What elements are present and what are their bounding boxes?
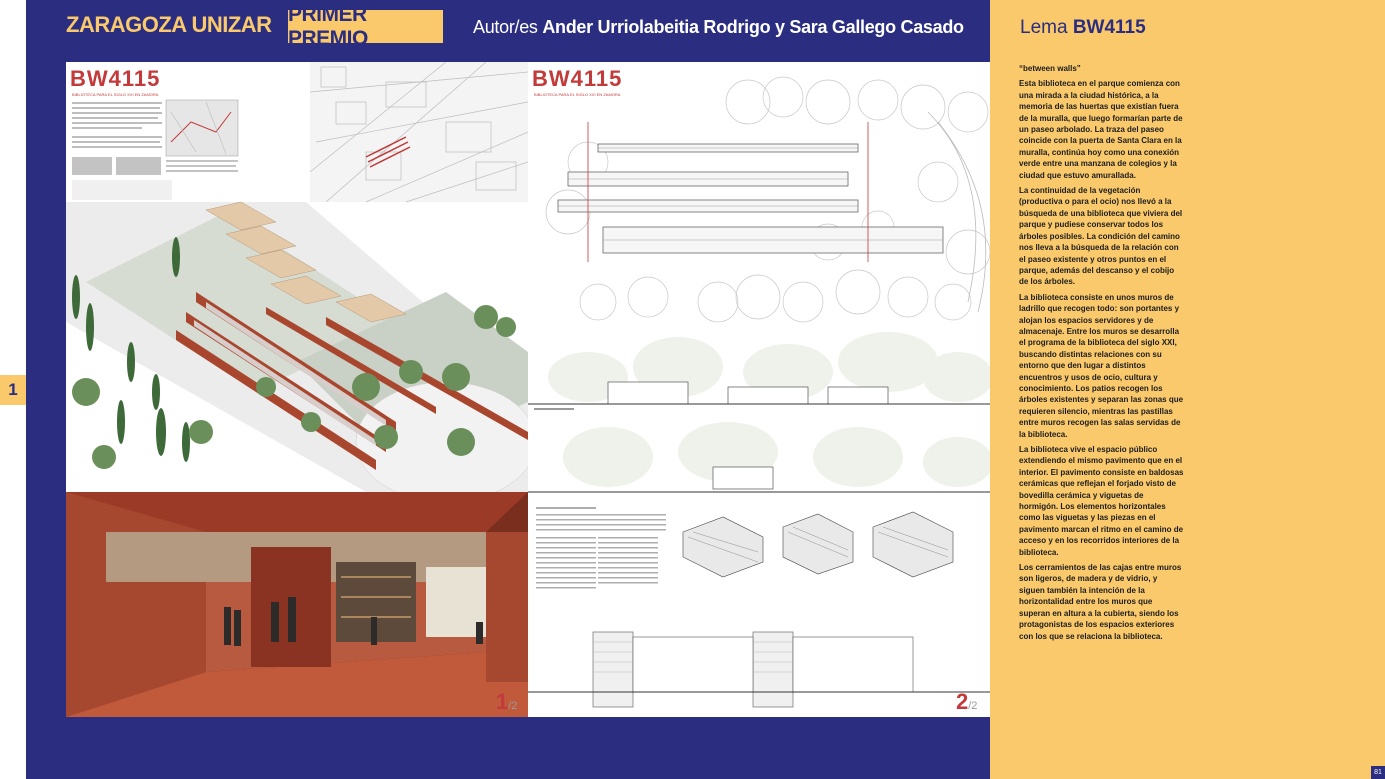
board-1 — [66, 62, 528, 717]
board-2-page: 2 — [956, 689, 969, 714]
lema-heading — [1020, 17, 1146, 39]
university-title: ZARAGOZA UNIZAR — [66, 12, 272, 37]
board-1-total: /2 — [508, 700, 518, 712]
authors-names: Ander Urriolabeitia Rodrigo y Sara Gallego Casado — [542, 17, 964, 37]
board-1-page: 1 — [496, 689, 509, 714]
page-number: 81 — [1371, 766, 1385, 779]
board-1-number — [496, 689, 517, 715]
description-paragraph: La biblioteca vive el espacio público extendiendo el mismo pavimento que en el interior. El pavimento consiste en baldosas cerámicas que reflejan el forjado visto de bovedilla cerámica y viguetas de hormigón. Los elementos horizontales como las viguetas y las piezas en el pavimento marcan el ritmo en el camino de acceso y en los recorridos interiores de la biblioteca. — [1019, 445, 1184, 557]
board-2-drawing — [528, 62, 990, 717]
description-paragraph: Los cerramientos de las cajas entre muros son ligeros, de madera y de vidrio, y siguen también la intención de la horizontalidad entre los muros que superan en altura a la cubierta, siendo los protagonistas de los espacios exteriores con los que se relaciona la biblioteca. — [1019, 563, 1182, 641]
board-2-total: /2 — [968, 700, 978, 712]
board-2 — [528, 62, 990, 717]
description-subtitle: “between walls” — [1019, 64, 1081, 73]
award-badge: PRIMER PREMIO — [288, 10, 443, 43]
lema-value: BW4115 — [1072, 17, 1146, 38]
description-paragraph: Esta biblioteca en el parque comienza con una mirada a la ciudad histórica, a la memoria de las huertas que existían fuera de la muralla, que luego formarían parte de un paseo arbolado. La traza del paseo coincide con la puerta de Santa Clara en la muralla, continúa hoy como una conexión verde entre una manzana de colegios y la ciudad que estuvo amurallada. — [1019, 79, 1183, 180]
chapter-tab: 1 — [0, 375, 26, 405]
board-1-drawing — [66, 62, 528, 717]
project-description — [1019, 63, 1184, 646]
board-2-number — [956, 689, 977, 715]
board-2-subtitle: BIBLIOTECA PARA EL SIGLO XXI EN ZAMORA — [534, 92, 621, 97]
description-paragraph: La continuidad de la vegetación (productiva o para el ocio) nos llevó a la búsqueda de una biblioteca que viviera del parque y pudiese conservar todos los árboles posibles. La condición del camino nos lleva a la búsqueda de la relación con el paseo existente y otros puntos en el parque, además del descanso y el cobijo de los árboles. — [1019, 186, 1183, 287]
description-paragraph: La biblioteca consiste en unos muros de ladrillo que recogen todo: son portantes y alojan los espacios servidores y de almacenaje. Entre los muros se desarrolla el programa de la biblioteca del siglo XXI, buscando distintas relaciones con su entorno que den lugar a distintos encuentros y usos de ocio, cultura y conocimiento. Los patios recogen los árboles existentes y separan las zonas que requieren silencio, mientras las pastillas entre muros recogen las salas servidas de la biblioteca. — [1019, 292, 1184, 439]
board-1-subtitle: BIBLIOTECA PARA EL SIGLO XXI EN ZAMORA — [72, 92, 159, 97]
lema-label: Lema — [1020, 17, 1068, 38]
board-1-code: BW4115 — [70, 66, 161, 91]
authors-line — [473, 17, 964, 38]
board-2-code: BW4115 — [532, 66, 623, 91]
authors-label: Autor/es — [473, 17, 538, 37]
